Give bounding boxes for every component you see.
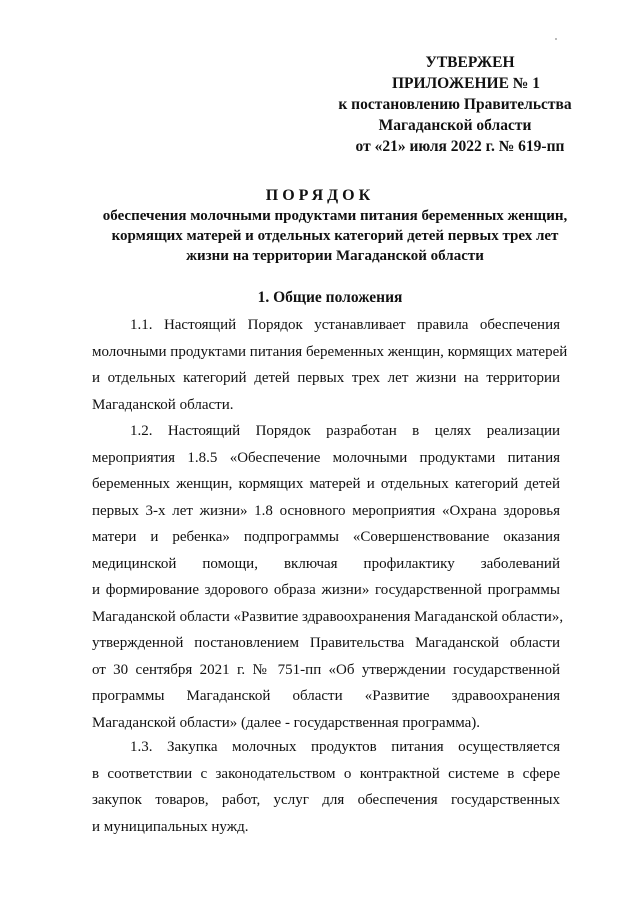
paragraph-line: и отдельных категорий детей первых трех лет жизни на территории — [92, 370, 560, 386]
paragraph-line: и формирование здорового образа жизни» государственной программы — [92, 582, 560, 598]
paragraph-line: программы Магаданской области «Развитие здравоохранения — [92, 688, 560, 704]
paragraph-line: Магаданской области» (далее - государственная программа). — [92, 714, 480, 731]
paragraph-line: 1.2. Настоящий Порядок разработан в целях реализации — [130, 423, 560, 439]
paragraph-line: беременных женщин, кормящих матерей и отдельных категорий детей — [92, 476, 560, 492]
approval-line-approved: УТВЕРЖЕН — [425, 54, 515, 71]
document-subtitle — [100, 206, 570, 266]
paragraph-line: закупок товаров, работ, услуг для обеспечения государственных — [92, 792, 560, 808]
document-title: ПОРЯДОК — [265, 187, 375, 204]
paragraph-1-2 — [92, 418, 564, 736]
approval-stamp — [330, 52, 580, 157]
paragraph-line: медицинской помощи, включая профилактику заболеваний — [92, 555, 560, 572]
scan-speck — [555, 38, 557, 40]
paragraph-line: Магаданской области. — [92, 396, 234, 413]
paragraph-line: первых 3-х лет жизни» 1.8 основного мероприятия «Охрана здоровья — [92, 502, 560, 519]
approval-line-region: Магаданской области — [378, 117, 532, 134]
paragraph-line: в соответствии с законодательством о контрактной системе в сфере — [92, 765, 560, 782]
approval-line-resolution: к постановлению Правительства — [338, 96, 572, 113]
paragraph-line: матери и ребенка» подпрограммы «Совершенствование оказания — [92, 529, 560, 545]
paragraph-line: 1.3. Закупка молочных продуктов питания осуществляется — [130, 739, 560, 755]
approval-line-date: от «21» июля 2022 г. № 619-пп — [355, 138, 565, 155]
paragraph-1-3 — [92, 734, 560, 840]
paragraph-line: Магаданской области «Развитие здравоохранения Магаданской области», — [92, 608, 564, 625]
paragraph-line: молочными продуктами питания беременных женщин, кормящих матерей — [92, 343, 568, 360]
subtitle-line: кормящих матерей и отдельных категорий детей первых трех лет — [111, 228, 559, 244]
paragraph-line: утвержденной постановлением Правительства Магаданской области — [92, 635, 560, 651]
section-heading-general: 1. Общие положения — [257, 289, 403, 306]
paragraph-line: и муниципальных нужд. — [92, 818, 249, 835]
approval-line-appendix: ПРИЛОЖЕНИЕ № 1 — [392, 75, 540, 92]
subtitle-line: жизни на территории Магаданской области — [186, 248, 484, 264]
paragraph-line: 1.1. Настоящий Порядок устанавливает правила обеспечения — [130, 317, 560, 333]
paragraph-line: от 30 сентября 2021 г. № 751-пп «Об утверждении государственной — [92, 661, 560, 678]
subtitle-line: обеспечения молочными продуктами питания беременных женщин, — [102, 208, 568, 224]
paragraph-1-1 — [92, 312, 568, 418]
paragraph-line: мероприятия 1.8.5 «Обеспечение молочными продуктами питания — [92, 449, 560, 466]
